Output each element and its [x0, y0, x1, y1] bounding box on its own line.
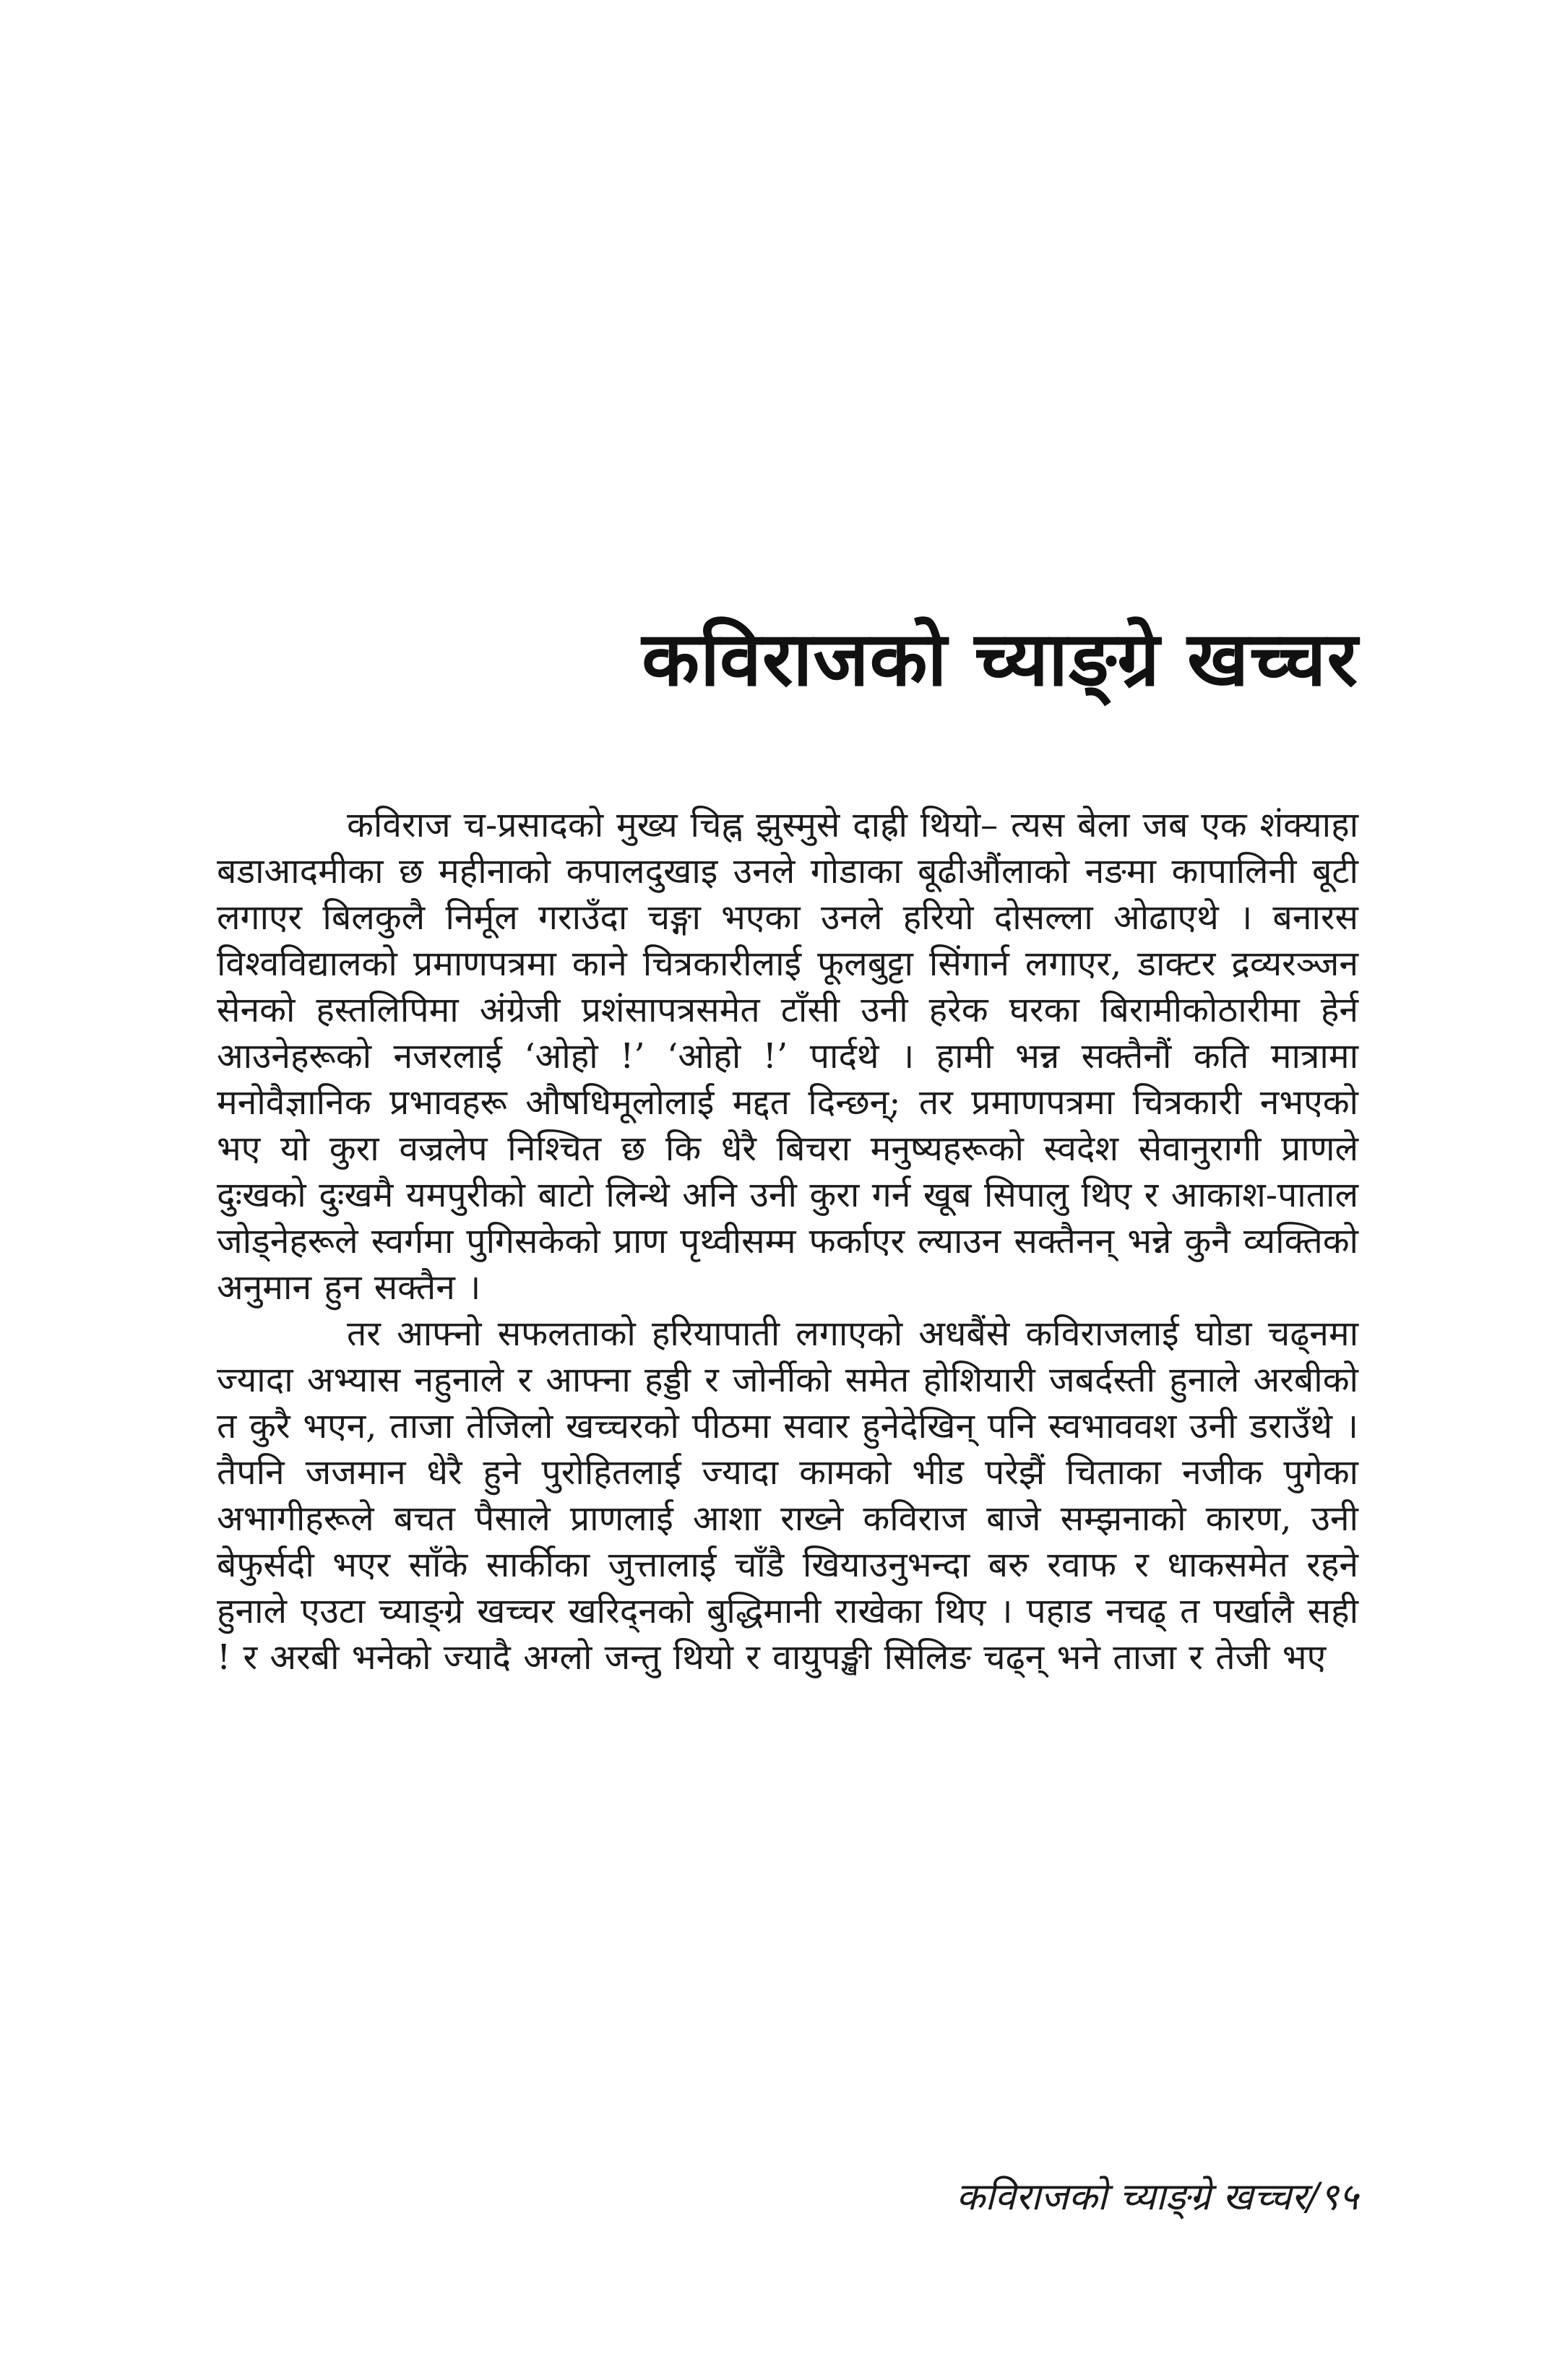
running-footer-page-number: कविराजको च्याङ्ग्रे खच्चर/९५ — [956, 2176, 1358, 2219]
paragraph-1: कविराज च-प्रसादको मुख्य चिह्न झुस्मुसे दाह्री थियो– त्यस बेला जब एक शंक्याहा बडाआदमीका छ महीनाको कपालदुखाइ उनले गोडाका बूढीऔंलाको नङमा कापालिनी बूटी लगाएर बिलकुलै निर्मूल गराउँदा चङ्गा भएका उनले हरियो दोसल्ला ओढाएथे । बनारस विश्वविद्यालको प्रमाणपत्रमा काने चित्रकारीलाई फूलबुट्टा सिंगार्न लगाएर, डाक्टर द्रव्यरञ्जन सेनको हस्तलिपिमा अंग्रेजी प्रशंसापत्रसमेत टाँसी उनी हरेक घरका बिरामीकोठारीमा हेर्न आउनेहरूको नजरलाई ‘ओहो !’ ‘ओहो !’ पार्दथे । हामी भन्न सक्तैनौं कति मात्रामा मनोवैज्ञानिक प्रभावहरू औषधिमूलोलाई मद्दत दिन्छन्; तर प्रमाणपत्रमा चित्रकारी नभएको भए यो कुरा वज्रलेप निश्चित छ कि धेरै बिचरा मनुष्यहरूको स्वदेश सेवानुरागी प्राणले दुःखको दुःखमै यमपुरीको बाटो लिन्थे अनि उनी कुरा गर्न खूब सिपालु थिए र आकाश-पाताल जोड्नेहरूले स्वर्गमा पुगिसकेको प्राण पृथ्वीसम्म फर्काएर ल्याउन सक्तैनन् भन्ने कुनै व्यक्तिको अनुमान हुन सक्तैन । — [217, 805, 1358, 1308]
chapter-title: कविराजको च्याङ्ग्रे खच्चर — [642, 615, 1358, 703]
chapter-body — [217, 802, 1358, 1681]
paragraph-2: तर आफ्नो सफलताको हरियापाती लगाएको अधबैंसे कविराजलाई घोडा चढ्नमा ज्यादा अभ्यास नहुनाले र आफ्ना हड्डी र जोर्नीको समेत होशियारी जबर्दस्ती हुनाले अरबीको त कुरै भएन, ताजा तेजिलो खच्चरको पीठमा सवार हुनेदेखिन् पनि स्वभाववश उनी डराउँथे । तैपनि जजमान धेरै हुने पुरोहितलाई ज्यादा कामको भीड परेझैं चिताका नजीक पुगेका अभागीहरूले बचत पैसाले प्राणलाई आशा राख्ने कविराज बाजे सम्झनाको कारण, उनी बेफुर्सदी भएर साँके सार्कीका जुत्तालाई चाँडै खियाउनुभन्दा बरु रवाफ र धाकसमेत रहने हुनाले एउटा च्याङ्ग्रे खच्चर खरिद्नको बुद्धिमानी राखेका थिए । पहाड नचढ् त पर्खालै सही ! र अरबी भनेको ज्यादै अग्लो जन्तु थियो र वायुपङ्खी सिलिङ चढ्न् भने ताजा र तेजी भए — [217, 1314, 1358, 1678]
